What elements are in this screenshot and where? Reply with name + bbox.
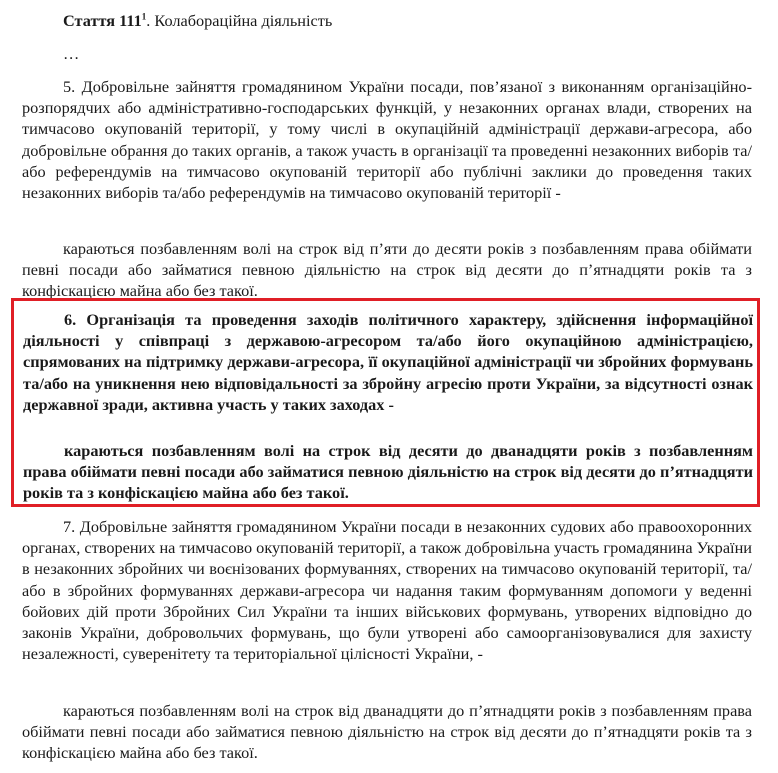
- article-title: . Колабораційна діяльність: [146, 11, 333, 30]
- paragraph-6-sanction: караються позбавленням волі на строк від десяти до дванадцяти років з позбавленням права обіймати певні посади або займатися певною діяльністю на строк від десяти до п’ятнадцяти років та з конфіскацією майна або без такої.: [23, 441, 753, 503]
- article-number: Стаття $111^1$: [63, 11, 147, 30]
- highlighted-paragraph-box: [11, 298, 760, 507]
- paragraph-6: 6. Організація та проведення заходів політичного характеру, здійснення інформаційної діяльності у співпраці з державою-агресором та/або його окупаційною адміністрацією, спрямованих на підтримку держави-агресора, її окупаційної адміністрації чи збройних формувань та/або на уникнення нею відповідальності за збройну агресію проти України, за відсутності ознак державної зради, активна участь у таких заходах -: [23, 310, 753, 414]
- paragraph-7: 7. Добровільне зайняття громадянином України посади в незаконних судових або правоохоронних органах, створених на тимчасово окупованій території, а також добровільна участь громадянина України в незаконних збройних чи воєнізованих формуваннях, створених на тимчасово окупованій території, та/або в збройних формуваннях держави-агресора чи надання таким формуванням допомоги у веденні бойових дій проти Збройних Сил України та інших військових формувань, утворених відповідно до законів України, добровольчих формувань, що були утворені або самоорганізовувалися для захисту незалежності, суверенітету та територіальної цілісності України, -: [22, 517, 752, 664]
- omission-ellipsis: …: [63, 44, 80, 63]
- article-superscript: 1: [141, 11, 147, 22]
- article-heading: [63, 10, 763, 31]
- paragraph-7-sanction: караються позбавленням волі на строк від дванадцяти до п’ятнадцяти років з позбавленням права обіймати певні посади або займатися певною діяльністю на строк від десяти до п’ятнадцяти років та з конфіскацією майна або без такої.: [22, 701, 752, 763]
- paragraph-5: 5. Добровільне зайняття громадянином України посади, пов’язаної з виконанням організаційно-розпорядчих або адміністративно-господарських функцій, у незаконних органах влади, створених на тимчасово окупованій території, у тому числі в окупаційній адміністрації держави-агресора, або добровільне обрання до таких органів, а також участь в організації та проведенні незаконних виборів та/або референдумів на тимчасово окупованій території або публічні заклики до проведення таких незаконних виборів та/або референдумів на тимчасово окупованій території -: [22, 77, 752, 203]
- paragraph-5-sanction: караються позбавленням волі на строк від п’яти до десяти років з позбавленням права обіймати певні посади або займатися певною діяльністю на строк від десяти до п’ятнадцяти років та з конфіскацією майна або без такої.: [22, 239, 752, 301]
